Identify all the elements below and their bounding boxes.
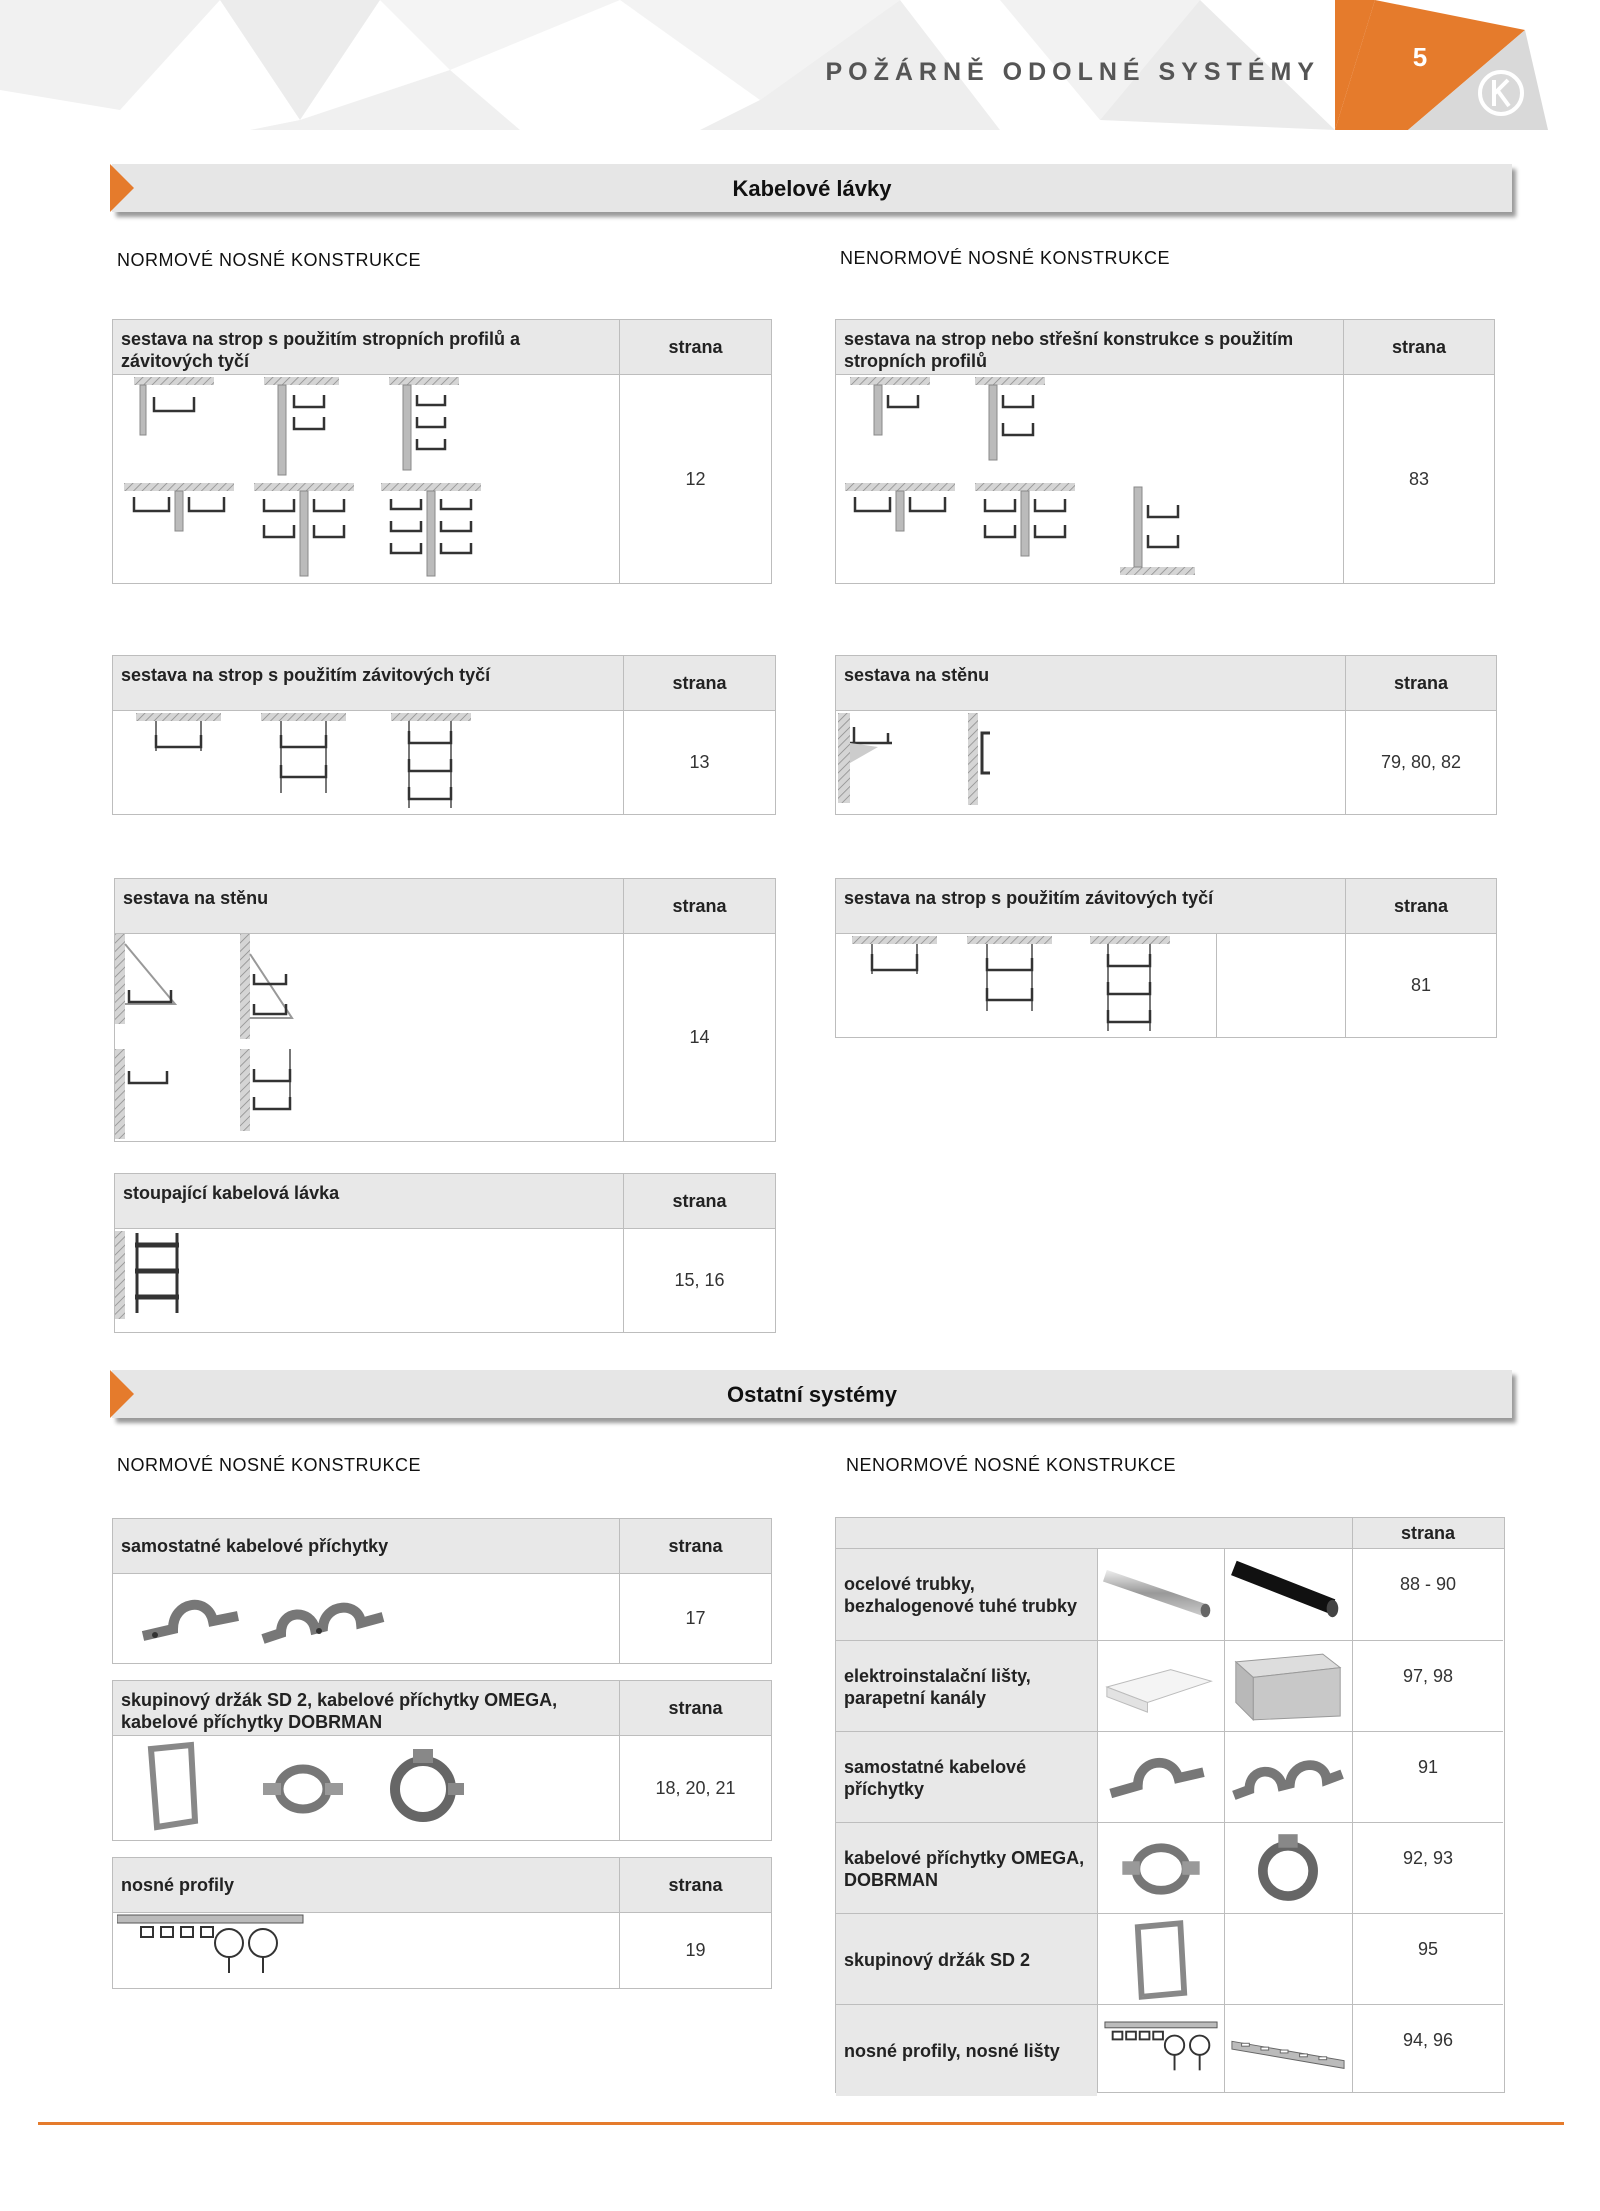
group-holder-illustration <box>143 1741 523 1837</box>
table-row <box>836 2004 1503 2096</box>
box-label: sestava na strop nebo střešní konstrukce s použitím stropních profilů <box>844 329 1294 371</box>
row-label: kabelové příchytky OMEGA, DOBRMAN <box>836 1823 1097 1914</box>
page-reference: 18, 20, 21 <box>655 1777 736 1798</box>
cable-trunking-icon <box>1098 1646 1224 1727</box>
row-label: ocelové trubky, bezhalogenové tuhé trubky <box>836 1549 1097 1640</box>
box-label: sestava na stěnu <box>123 888 269 908</box>
left-subheading: NORMOVÉ NOSNÉ KONSTRUKCE <box>117 250 422 270</box>
catalog-box <box>112 655 776 815</box>
support-profile-icon <box>1098 2010 1224 2091</box>
double-clip-icon <box>1225 1737 1351 1818</box>
box-label: sestava na strop s použitím závitových tyčí <box>121 665 491 685</box>
page-reference: 94, 96 <box>1402 2030 1454 2050</box>
header-title: POŽÁRNĚ ODOLNÉ SYSTÉMY <box>825 58 1320 86</box>
brand-logo-icon <box>1476 68 1526 118</box>
box-label: sestava na strop s použitím stropních profilů a závitových tyčí <box>121 329 521 371</box>
catalog-box <box>112 1680 772 1841</box>
catalog-box <box>835 319 1495 584</box>
box-label: sestava na stěnu <box>844 665 990 685</box>
section-title: Ostatní systémy <box>727 1382 897 1407</box>
support-rail-icon <box>1225 2010 1351 2091</box>
catalog-box <box>114 1173 776 1333</box>
page-reference: 92, 93 <box>1402 1848 1454 1868</box>
page-reference: 83 <box>1408 468 1430 489</box>
section-title: Kabelové lávky <box>732 176 892 201</box>
catalog-box <box>112 1518 772 1664</box>
page-reference: 97, 98 <box>1402 1666 1454 1686</box>
threaded-rod-illustration <box>842 934 1212 1034</box>
page-reference: 91 <box>1417 1757 1439 1777</box>
ceiling-profile-illustration <box>840 375 1330 580</box>
page-reference: 12 <box>685 468 706 489</box>
strana-header: strana <box>672 672 727 693</box>
strana-header: strana <box>672 895 727 916</box>
strana-header: strana <box>1393 672 1449 693</box>
box-label: nosné profily <box>121 1875 235 1895</box>
box-label: sestava na strop s použitím závitových tyčí <box>844 888 1214 908</box>
catalog-box <box>835 655 1497 815</box>
table-row <box>836 1549 1503 1640</box>
box-label: skupinový držák SD 2, kabelové příchytky OMEGA, kabelové příchytky DOBRMAN <box>121 1690 558 1732</box>
row-label: samostatné kabelové příchytky <box>836 1732 1097 1823</box>
row-label: skupinový držák SD 2 <box>836 1914 1097 2005</box>
page-reference: 79, 80, 82 <box>1380 752 1462 772</box>
table-row <box>836 1822 1503 1914</box>
left-subheading: NORMOVÉ NOSNÉ KONSTRUKCE <box>117 1455 422 1475</box>
parapet-channel-icon <box>1225 1646 1351 1727</box>
strana-header: strana <box>668 1535 723 1556</box>
page-reference: 17 <box>685 1608 706 1628</box>
page-reference: 13 <box>689 752 710 772</box>
single-clip-icon <box>1098 1737 1224 1818</box>
strana-header: strana <box>668 1697 723 1718</box>
catalog-box <box>835 878 1497 1038</box>
steel-pipe-icon <box>1098 1554 1224 1635</box>
rigid-conduit-icon <box>1225 1554 1351 1635</box>
other-systems-table <box>835 1517 1505 2093</box>
row-label: nosné profily, nosné lišty <box>836 2005 1097 2096</box>
dobrman-clip-icon <box>1225 1828 1351 1909</box>
page-reference: 14 <box>689 1027 710 1047</box>
page-reference: 88 - 90 <box>1399 1574 1457 1594</box>
strana-header: strana <box>668 1874 723 1895</box>
catalog-box <box>112 1857 772 1989</box>
strana-header: strana <box>672 1190 727 1211</box>
page-number: 5 <box>1412 42 1428 72</box>
strana-header: strana <box>1400 1522 1456 1543</box>
strana-header: strana <box>668 336 723 357</box>
page-reference: 15, 16 <box>674 1270 725 1290</box>
ceiling-assembly-illustration <box>119 375 609 580</box>
page-reference: 81 <box>1410 975 1432 995</box>
strana-header: strana <box>1393 895 1449 916</box>
strana-header: strana <box>1391 336 1447 357</box>
table-row <box>836 1913 1503 2005</box>
page-reference: 95 <box>1417 1939 1439 1959</box>
table-row <box>836 1731 1503 1823</box>
sd2-holder-icon <box>1098 1919 1224 2000</box>
section-banner-other-systems <box>112 1370 1512 1418</box>
omega-clip-icon <box>1098 1828 1224 1909</box>
row-label: elektroinstalační lišty, parapetní kanály <box>836 1641 1097 1732</box>
table-row <box>836 1640 1503 1732</box>
catalog-box <box>112 319 772 584</box>
right-subheading: NENORMOVÉ NOSNÉ KONSTRUKCE <box>840 248 1171 268</box>
box-label: samostatné kabelové příchytky <box>121 1536 389 1556</box>
page-reference: 19 <box>685 1940 706 1960</box>
wall-assembly-illustration <box>838 711 1098 811</box>
threaded-rod-illustration <box>121 711 601 811</box>
catalog-box <box>114 878 776 1142</box>
cable-clip-illustration <box>133 1581 413 1661</box>
right-subheading: NENORMOVÉ NOSNÉ KONSTRUKCE <box>846 1455 1177 1475</box>
ladder-tray-illustration <box>115 1229 195 1329</box>
section-banner-cable-trays <box>112 164 1512 212</box>
box-label: stoupající kabelová lávka <box>123 1183 340 1203</box>
footer-line <box>38 2122 1564 2125</box>
wall-bracket-illustration <box>115 934 355 1139</box>
support-profile-illustration <box>117 1913 307 1983</box>
